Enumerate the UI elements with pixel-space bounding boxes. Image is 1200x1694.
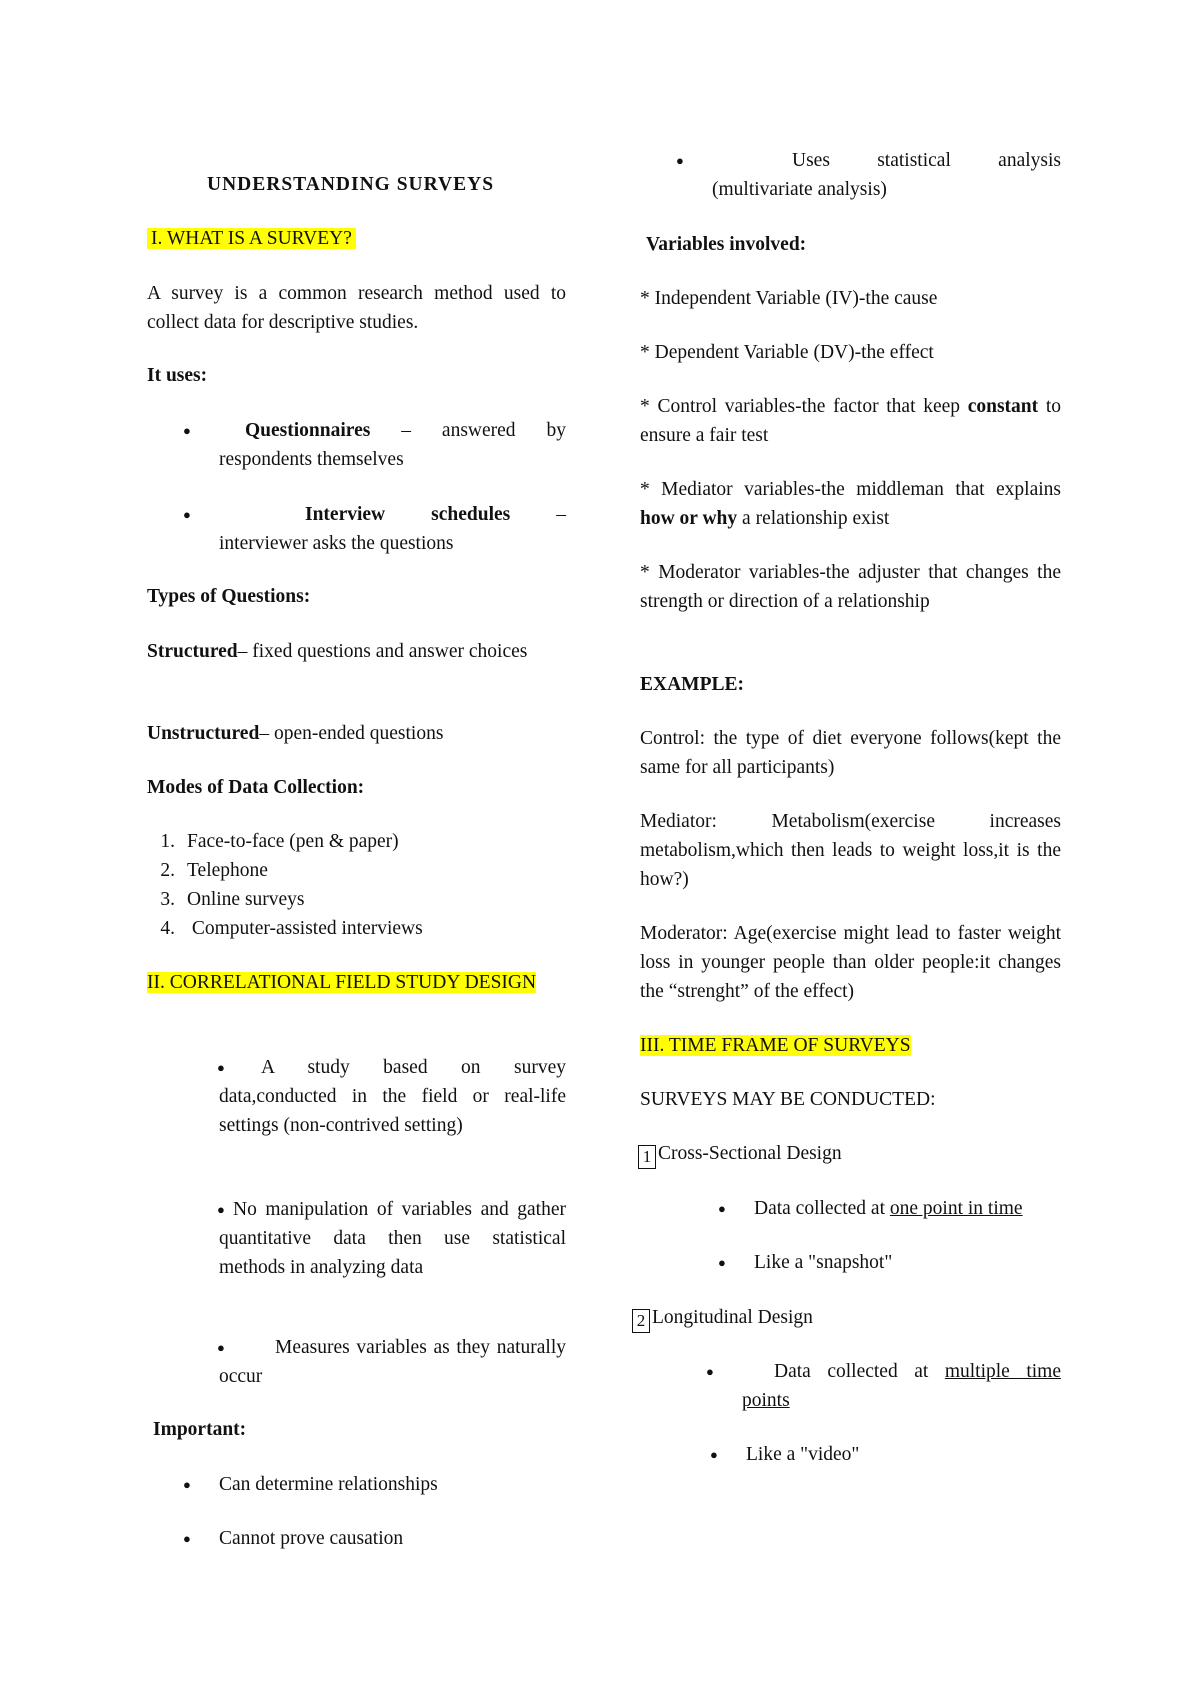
example-moderator: Moderator: Age(exercise might lead to faster weight loss in younger people than older people:it changes the “strenght” of the effect) bbox=[640, 923, 1061, 1002]
list-item: ● No manipulation of variables and gather quantitative data then use statistical methods in analyzing data bbox=[255, 1195, 566, 1282]
variables-heading: Variables involved: bbox=[646, 234, 807, 255]
list-item: ● Can determine relationships bbox=[219, 1470, 566, 1499]
bullet-icon: ● bbox=[217, 1340, 225, 1355]
list-item: ● Uses statistical analysis (multivariate analysis) bbox=[712, 146, 1061, 204]
surveys-may-label: SURVEYS MAY BE CONDUCTED: bbox=[640, 1089, 936, 1110]
mediator-item: * Mediator variables-the middleman that explains how or why a relationship exist bbox=[640, 479, 1061, 529]
bullet-icon: ● bbox=[217, 1060, 225, 1075]
list-item: ● Measures variables as they naturally occur bbox=[255, 1333, 566, 1391]
bullet-icon: ● bbox=[718, 1255, 726, 1270]
document-title: UNDERSTANDING SURVEYS bbox=[207, 174, 495, 195]
bullet-icon: ● bbox=[706, 1364, 714, 1379]
iv-item: * Independent Variable (IV)-the cause bbox=[640, 288, 938, 309]
dv-item: * Dependent Variable (DV)-the effect bbox=[640, 342, 934, 363]
list-item: ● Data collected at one point in time bbox=[754, 1194, 1061, 1223]
types-heading: Types of Questions: bbox=[147, 586, 311, 607]
list-item: 1. Face-to-face (pen & paper) bbox=[160, 831, 399, 852]
bullet-icon: ● bbox=[676, 153, 684, 168]
example-control: Control: the type of diet everyone follows(kept the same for all participants) bbox=[640, 728, 1061, 778]
section-1-heading: I. WHAT IS A SURVEY? bbox=[147, 224, 356, 253]
number-box: 1 bbox=[638, 1145, 656, 1169]
it-uses-heading: It uses: bbox=[147, 365, 208, 386]
bullet-icon: ● bbox=[710, 1447, 718, 1462]
list-item: ● Like a "snapshot" bbox=[754, 1248, 1061, 1277]
section-2-heading: II. CORRELATIONAL FIELD STUDY DESIGN bbox=[147, 972, 537, 993]
structured-item: Structured– fixed questions and answer choices bbox=[147, 641, 528, 662]
list-item: 4. Computer-assisted interviews bbox=[160, 918, 423, 939]
example-mediator: Mediator: Metabolism(exercise increases metabolism,which then leads to weight loss,it is the how?) bbox=[640, 811, 1061, 890]
list-item: ● Data collected at multiple time points bbox=[742, 1357, 1061, 1415]
bullet-icon: ● bbox=[183, 423, 191, 438]
bullet-icon: ● bbox=[718, 1201, 726, 1216]
cross-sectional-heading: 1 Cross-Sectional Design bbox=[638, 1139, 1061, 1169]
survey-definition: A survey is a common research method used to collect data for descriptive studies. bbox=[147, 283, 566, 333]
longitudinal-heading: 2 Longitudinal Design bbox=[632, 1303, 1061, 1333]
number-box: 2 bbox=[632, 1309, 650, 1333]
bullet-icon: ● bbox=[183, 507, 191, 522]
modes-list bbox=[147, 827, 566, 943]
control-item: * Control variables-the factor that keep constant to ensure a fair test bbox=[640, 396, 1061, 446]
list-item: ● Interview schedules – interviewer asks the questions bbox=[219, 500, 566, 558]
example-heading: EXAMPLE: bbox=[640, 674, 744, 695]
moderator-item: * Moderator variables-the adjuster that changes the strength or direction of a relationship bbox=[640, 562, 1061, 612]
cfs-bullet-1: A study based on survey data,conducted in the field or real-life settings (non-contrived setting) bbox=[219, 1057, 566, 1136]
list-item: ● Cannot prove causation bbox=[219, 1524, 566, 1553]
list-item: 2. Telephone bbox=[160, 860, 268, 881]
bullet-icon: ● bbox=[183, 1531, 191, 1546]
list-item: 3. Online surveys bbox=[160, 889, 305, 910]
list-item: ● Questionnaires – answered by respondents themselves bbox=[219, 416, 566, 474]
section-3-heading: III. TIME FRAME OF SURVEYS bbox=[640, 1035, 911, 1056]
modes-heading: Modes of Data Collection: bbox=[147, 777, 365, 798]
important-heading: Important: bbox=[153, 1419, 247, 1440]
unstructured-item: Unstructured– open-ended questions bbox=[147, 723, 444, 744]
bullet-icon: ● bbox=[217, 1202, 225, 1217]
list-item: ● Like a "video" bbox=[746, 1440, 1061, 1469]
bullet-icon: ● bbox=[183, 1477, 191, 1492]
